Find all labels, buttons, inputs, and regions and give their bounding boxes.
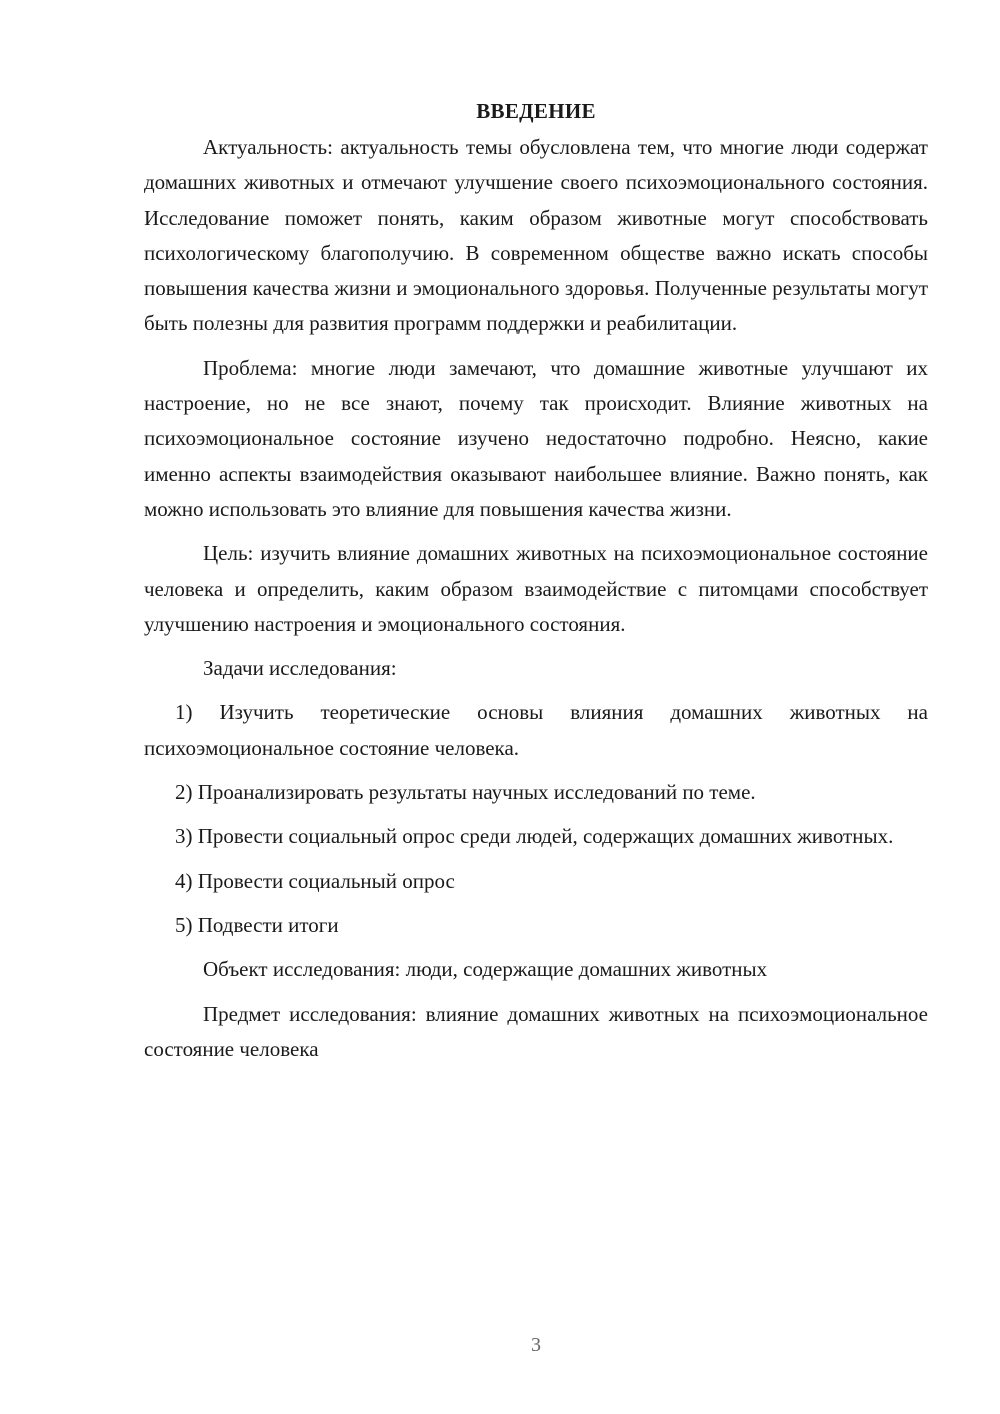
task-item: 5) Подвести итоги (175, 912, 339, 937)
paragraph-relevance: Актуальность: актуальность темы обусловлена тем, что многие люди содержат домашних животных и отмечают улучшение своего психоэмоционального состояния. Исследование поможет понять, каким образом животные могут способствовать психологическому благополучию. В современном обществе важно искать способы повышения качества жизни и эмоционального здоровья. Полученные результаты могут быть полезны для развития программ поддержки и реабилитации. (144, 135, 928, 336)
paragraph-object: Объект исследования: люди, содержащие домашних животных (203, 957, 768, 982)
task-item: 4) Провести социальный опрос (175, 868, 455, 893)
task-item: 3) Провести социальный опрос среди людей, содержащих домашних животных. (175, 824, 894, 849)
paragraph-subject: Предмет исследования: влияние домашних животных на психоэмоциональное состояние человека (144, 1001, 928, 1061)
paragraph-problem: Проблема: многие люди замечают, что домашние животные улучшают их настроение, но не все знают, почему так происходит. Влияние животных на психоэмоциональное состояние изучено недостаточно подробно. Неясно, какие именно аспекты взаимодействия оказывают наибольшее влияние. Важно понять, как можно использовать это влияние для повышения качества жизни. (144, 355, 928, 521)
task-item: 1) Изучить теоретические основы влияния домашних животных на психоэмоциональное состояние человека. (144, 700, 928, 760)
task-item: 2) Проанализировать результаты научных исследований по теме. (175, 780, 756, 805)
tasks-heading: Задачи исследования: (203, 656, 397, 681)
section-title: ВВЕДЕНИЕ (476, 99, 596, 123)
page-content (144, 96, 928, 1076)
paragraph-goal: Цель: изучить влияние домашних животных на психоэмоциональное состояние человека и определить, каким образом взаимодействие с питомцами способствует улучшению настроения и эмоционального состояния. (144, 541, 928, 636)
page-number: 3 (531, 1334, 541, 1356)
